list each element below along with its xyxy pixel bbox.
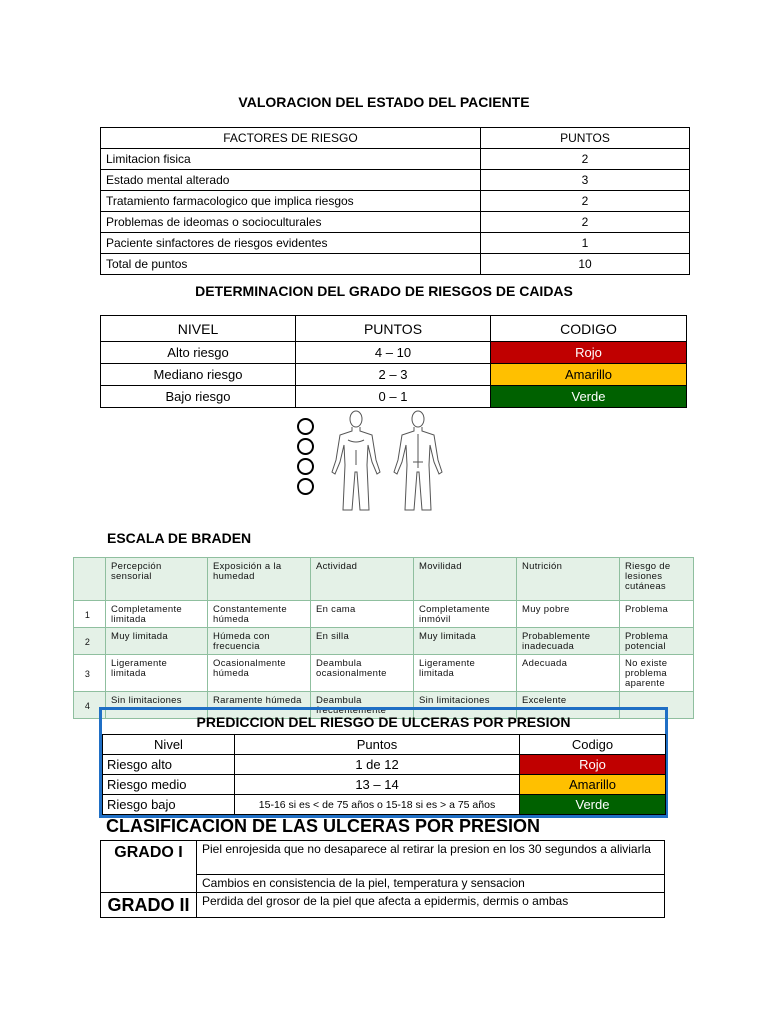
factor-cell: Problemas de ideomas o socioculturales — [101, 212, 481, 233]
header-puntos: Puntos — [235, 735, 520, 755]
row-number: 4 — [74, 692, 106, 719]
table-cell: Raramente húmeda — [208, 692, 311, 719]
falls-table — [100, 315, 687, 408]
table-header-row — [74, 558, 694, 601]
grade-description: Perdida del grosor de la piel que afecta a epidermis, dermis o ambas — [197, 893, 665, 918]
table-row — [101, 170, 690, 191]
points-cell: 15-16 si es < de 75 años o 15-18 si es > a 75 años — [235, 795, 520, 815]
braden-title: ESCALA DE BRADEN — [107, 530, 252, 546]
header-puntos: PUNTOS — [481, 128, 690, 149]
header-codigo: CODIGO — [491, 316, 687, 342]
table-cell: Sin limitaciones — [414, 692, 517, 719]
points-cell: 2 — [481, 212, 690, 233]
table-row — [101, 386, 687, 408]
table-row — [74, 655, 694, 692]
header-percepcion: Percepción sensorial — [106, 558, 208, 601]
body-back-icon — [388, 410, 448, 514]
table-row — [101, 254, 690, 275]
table-cell: Ocasionalmente húmeda — [208, 655, 311, 692]
table-cell: En silla — [311, 628, 414, 655]
table-row — [101, 342, 687, 364]
header-movilidad: Movilidad — [414, 558, 517, 601]
table-row — [103, 795, 666, 815]
grade-description: Piel enrojesida que no desaparece al retirar la presion en los 30 segundos a aliviarla — [197, 841, 665, 875]
table-cell: Húmeda con frecuencia — [208, 628, 311, 655]
header-humedad: Exposición a la humedad — [208, 558, 311, 601]
factor-cell: Paciente sinfactores de riesgos evidentes — [101, 233, 481, 254]
table-row — [101, 841, 665, 875]
table-cell: Deambula ocasionalmente — [311, 655, 414, 692]
points-cell: 2 — [481, 191, 690, 212]
header-blank — [74, 558, 106, 601]
circle-icon — [297, 438, 314, 455]
circle-icon — [297, 458, 314, 475]
grade-description: Cambios en consistencia de la piel, temperatura y sensacion — [197, 875, 665, 893]
table-row — [101, 893, 665, 918]
pressure-prediction-box — [99, 707, 668, 818]
table-row — [101, 212, 690, 233]
body-front-icon — [326, 410, 386, 514]
points-cell: 4 – 10 — [296, 342, 491, 364]
header-puntos: PUNTOS — [296, 316, 491, 342]
table-cell: Completamente inmóvil — [414, 601, 517, 628]
code-rojo: Rojo — [520, 755, 666, 775]
circle-icon — [297, 478, 314, 495]
table-row — [101, 149, 690, 170]
table-row — [101, 233, 690, 254]
code-amarillo: Amarillo — [520, 775, 666, 795]
table-header-row — [101, 128, 690, 149]
table-cell: Sin limitaciones — [106, 692, 208, 719]
table-cell: Muy limitada — [414, 628, 517, 655]
level-cell: Riesgo alto — [103, 755, 235, 775]
points-cell: 2 — [481, 149, 690, 170]
table-cell: Probablemente inadecuada — [517, 628, 620, 655]
code-verde: Verde — [520, 795, 666, 815]
header-codigo: Codigo — [520, 735, 666, 755]
row-number: 3 — [74, 655, 106, 692]
table-header-row — [103, 735, 666, 755]
risk-factors-table — [100, 127, 690, 275]
header-riesgo: Riesgo de lesiones cutáneas — [620, 558, 694, 601]
points-cell: 2 – 3 — [296, 364, 491, 386]
table-header-row — [101, 316, 687, 342]
table-row — [101, 364, 687, 386]
code-rojo: Rojo — [491, 342, 687, 364]
table-cell: Problema — [620, 601, 694, 628]
factor-cell: Total de puntos — [101, 254, 481, 275]
header-nivel: NIVEL — [101, 316, 296, 342]
circle-icon — [297, 418, 314, 435]
level-cell: Bajo riesgo — [101, 386, 296, 408]
table-cell: Ligeramente limitada — [414, 655, 517, 692]
pressure-title: PREDICCION DEL RIESGO DE ULCERAS POR PRESION — [196, 714, 571, 730]
points-cell: 10 — [481, 254, 690, 275]
header-factores: FACTORES DE RIESGO — [101, 128, 481, 149]
points-cell: 0 – 1 — [296, 386, 491, 408]
braden-table — [73, 557, 694, 719]
table-cell: Muy pobre — [517, 601, 620, 628]
table-cell: Adecuada — [517, 655, 620, 692]
header-actividad: Actividad — [311, 558, 414, 601]
level-cell: Riesgo medio — [103, 775, 235, 795]
table-cell: En cama — [311, 601, 414, 628]
table-row — [101, 191, 690, 212]
factor-cell: Estado mental alterado — [101, 170, 481, 191]
grade-label: GRADO II — [101, 893, 197, 918]
table-cell: Ligeramente limitada — [106, 655, 208, 692]
pressure-table — [102, 734, 666, 815]
points-cell: 1 de 12 — [235, 755, 520, 775]
level-cell: Mediano riesgo — [101, 364, 296, 386]
header-nivel: Nivel — [103, 735, 235, 755]
table-cell: Completamente limitada — [106, 601, 208, 628]
code-amarillo: Amarillo — [491, 364, 687, 386]
table-cell: Constantemente húmeda — [208, 601, 311, 628]
ulcers-title: CLASIFICACION DE LAS ULCERAS POR PRESION — [106, 816, 541, 836]
row-number: 1 — [74, 601, 106, 628]
points-cell: 3 — [481, 170, 690, 191]
table-cell: No existe problema aparente — [620, 655, 694, 692]
level-cell: Riesgo bajo — [103, 795, 235, 815]
table-cell: Problema potencial — [620, 628, 694, 655]
table-row — [103, 755, 666, 775]
table-row — [74, 628, 694, 655]
header-nutricion: Nutrición — [517, 558, 620, 601]
factor-cell: Tratamiento farmacologico que implica riesgos — [101, 191, 481, 212]
table-row — [74, 601, 694, 628]
grade-label: GRADO I — [101, 841, 197, 893]
points-cell: 13 – 14 — [235, 775, 520, 795]
table-cell: Deambula frecuentemente — [311, 692, 414, 719]
table-row — [103, 775, 666, 795]
falls-title: DETERMINACION DEL GRADO DE RIESGOS DE CAIDAS — [195, 283, 573, 299]
row-number: 2 — [74, 628, 106, 655]
table-cell: Muy limitada — [106, 628, 208, 655]
table-cell: Excelente — [517, 692, 620, 719]
page-title: VALORACION DEL ESTADO DEL PACIENTE — [238, 94, 530, 110]
ulcers-table — [100, 840, 665, 918]
points-cell: 1 — [481, 233, 690, 254]
code-verde: Verde — [491, 386, 687, 408]
factor-cell: Limitacion fisica — [101, 149, 481, 170]
level-cell: Alto riesgo — [101, 342, 296, 364]
